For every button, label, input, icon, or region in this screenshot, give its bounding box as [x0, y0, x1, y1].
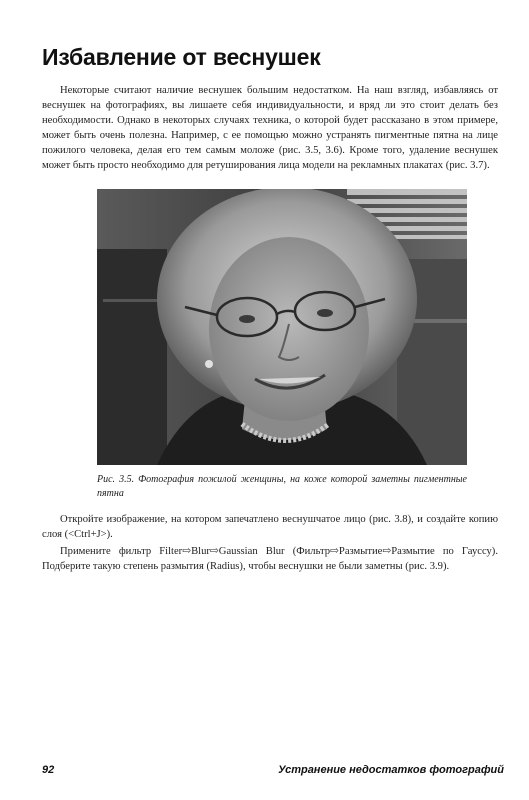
- apply-filter-paragraph: Примените фильтр Filter⇨Blur⇨Gaussian Blur (Фильтр⇨Размытие⇨Размытие по Гауссу). Подберите такую степень размытия (Radius), чтобы веснушки не были заметны (рис. 3.9).: [42, 546, 498, 572]
- running-section-title: Устранение недостатков фотографий: [278, 764, 504, 776]
- figure-caption: Рис. 3.5. Фотография пожилой женщины, на коже которой заметны пигментные пятна: [97, 474, 467, 499]
- page-number: 92: [42, 764, 55, 776]
- open-image-paragraph: Откройте изображение, на котором запечатлено веснушчатое лицо (рис. 3.8), и создайте копию слоя (<Ctrl+J>).: [42, 514, 498, 540]
- section-heading: Избавление от веснушек: [42, 44, 321, 70]
- intro-paragraph: Некоторые считают наличие веснушек большим недостатком. На наш взгляд, избавляясь от веснушек на фотографиях, вы лишаете себя индивидуальности, и вряд ли это стоит делать без необходимости. Однако в некоторых случаях техника, о которой будет рассказано в этом примере, может быть очень полезна. Например, с ее помощью можно устранять пигментные пятна на лице пожилого человека, делая его тем самым моложе (рис. 3.5, 3.6). Кроме того, удаление веснушек может быть просто необходимо для ретуширования лица модели на рекламных плакатах (рис. 3.7).: [42, 85, 498, 171]
- portrait-photo: [97, 189, 467, 465]
- portrait-image: [97, 189, 467, 465]
